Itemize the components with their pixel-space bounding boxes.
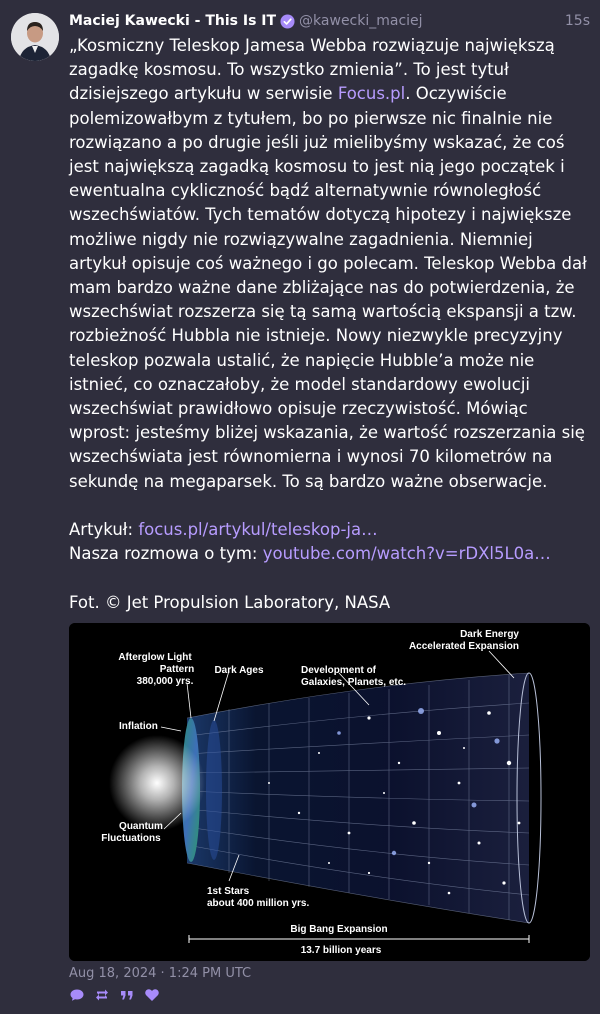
label-dark-energy: Dark Energy [460,629,519,640]
author-name[interactable]: Maciej Kawecki - This Is IT [69,13,277,29]
svg-text:Pattern: Pattern [159,664,195,675]
post-image[interactable] [69,623,590,961]
post-text-conversation: Nasza rozmowa o tym: [69,544,258,564]
svg-text:about 400 million yrs.: about 400 million yrs. [207,898,310,909]
verified-badge-icon [280,14,295,29]
avatar[interactable] [11,13,59,61]
label-afterglow: Afterglow Light [118,652,192,663]
label-big-bang: Big Bang Expansion [290,924,388,935]
big-bang-flash [109,735,205,831]
repost-icon[interactable] [94,987,110,1003]
label-dark-ages: Dark Ages [214,665,264,676]
heart-icon[interactable] [144,987,160,1003]
post-content [69,34,594,615]
universe-expansion-illustration [69,623,590,961]
post-date[interactable]: Aug 18, 2024 · 1:24 PM UTC [69,966,252,981]
focus-link[interactable]: Focus.pl [337,84,406,104]
post-header [69,10,590,32]
svg-text:Galaxies, Planets, etc.: Galaxies, Planets, etc. [301,677,407,688]
label-first-stars: 1st Stars [207,886,250,897]
label-years: 13.7 billion years [300,945,382,956]
photo-credit: Fot. © Jet Propulsion Laboratory, NASA [69,592,391,612]
label-quantum: Quantum [119,821,163,832]
post-time[interactable]: 15s [564,13,590,29]
quote-icon[interactable] [119,987,135,1003]
article-link[interactable]: focus.pl/artykul/teleskop-ja… [138,520,378,540]
label-development: Development of [301,665,377,676]
youtube-link[interactable]: youtube.com/watch?v=rDXl5L0a… [262,544,551,564]
reply-icon[interactable] [69,987,85,1003]
label-inflation: Inflation [119,721,158,732]
author-handle[interactable]: @kawecki_maciej [299,13,423,29]
svg-text:380,000 yrs.: 380,000 yrs. [136,676,194,687]
avatar-image [11,13,59,61]
post-text-intro: „Kosmiczny Teleskop Jamesa Webba rozwiązuje największą zagadkę kosmosu. To wszystko zmienia”. To jest tytuł dzisiejszego artykułu w serwisie [69,36,561,104]
svg-text:Accelerated Expansion: Accelerated Expansion [408,641,519,652]
post-text-body: . Oczywiście polemizowałbym z tytułem, bo po pierwsze nic finalnie nie rozwiązano a po drugie jeśli już mielibyśmy wskazać, że coś jest największą zagadką kosmosu to jest nią jego początek i ewentualna cykliczność bądź alternatywnie równoległość wszechświatów. Tych tematów dotyczą hipotezy i największe możliwe nigdy nie rozwiązywalne zagadnienia. Niemniej artykuł opisuje coś ważnego i go polecam. Teleskop Webba dał mam bardzo ważne dane zbliżające nas do potwierdzenia, że wszechświat rozszerza się tą samą wartością ekspansji a tzw. rozbieżność Hubbla nie istnieje. Nowy niezwykle precyzyjny teleskop pozwala ustalić, że napięcie Hubble’a może nie istnieć, co oznaczałoby, że model standardowy ewolucji wszechświat prawidłowo opisuje rzeczywistość. Mówiąc wprost: jesteśmy bliżej wskazania, że wartość rozszerzania się wszechświata jest równomierna i wynosi 70 kilometrów na sekundę na megaparsek. To są bardzo ważne obserwacje. Artykuł: [69,84,587,540]
post-actions [69,987,160,1003]
svg-text:Fluctuations: Fluctuations [101,833,161,844]
